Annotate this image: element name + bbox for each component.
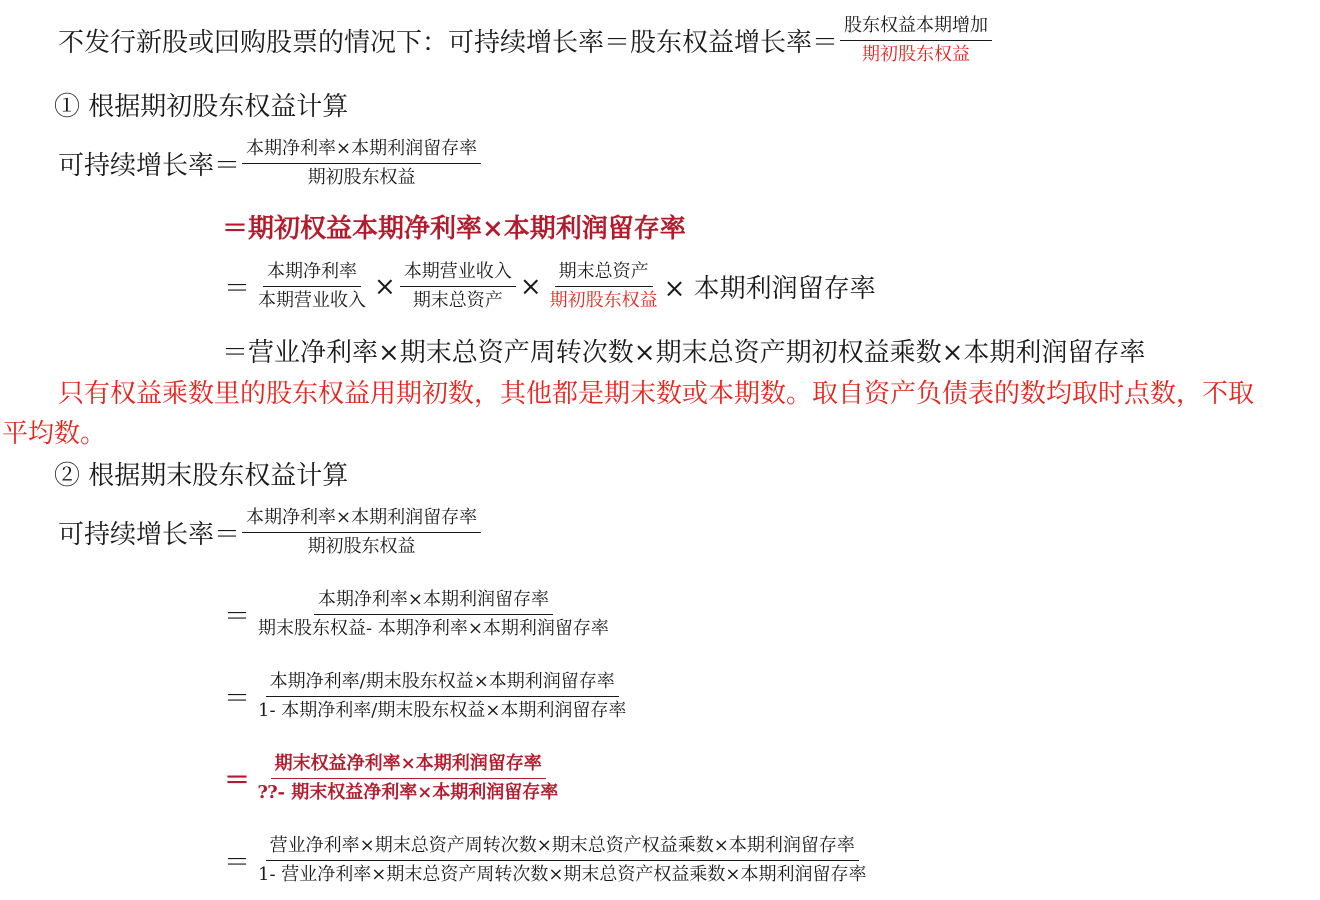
note-line-1 (58, 373, 1254, 410)
equation-f-fraction (254, 588, 613, 641)
intro-line (58, 14, 994, 67)
equation-e (58, 506, 483, 559)
equation-e-denominator: 期初股东权益 (307, 536, 416, 557)
equation-g (222, 670, 632, 723)
intro-fraction (840, 14, 992, 67)
equation-c-fraction-1 (254, 260, 370, 313)
equation-c-fraction-2 (400, 260, 516, 313)
equation-c-times-1: × (374, 271, 396, 302)
equation-c-fraction-3-numerator: 期末总资产 (555, 260, 653, 287)
equation-g-equals: ＝ (224, 684, 251, 714)
equation-c-fraction-3 (546, 260, 662, 313)
note-line-1-text: 只有权益乘数里的股东权益用期初数，其他都是期末数或本期数。取自资产负债表的数均取时点数，不取 (58, 379, 1255, 409)
equation-a-denominator: 期初股东权益 (307, 167, 416, 188)
equation-f-denominator: 期末股东权益- 本期净利率×本期利润留存率 (258, 618, 609, 639)
equation-g-numerator: 本期净利率/期末股东权益×本期利润留存率 (266, 670, 619, 697)
intro-text: 不发行新股或回购股票的情况下：可持续增长率＝股东权益增长率＝ (58, 28, 839, 58)
equation-f-numerator: 本期净利率×本期利润留存率 (314, 588, 553, 615)
equation-e-lhs: 可持续增长率＝ (58, 520, 241, 550)
equation-e-numerator: 本期净利率×本期利润留存率 (242, 506, 481, 533)
intro-fraction-numerator: 股东权益本期增加 (840, 14, 992, 41)
equation-c (222, 260, 876, 313)
equation-a (58, 137, 483, 190)
equation-e-fraction (242, 506, 481, 559)
heading-2 (54, 455, 348, 492)
equation-c-fraction-1-numerator: 本期净利率 (263, 260, 361, 287)
equation-i-fraction (254, 834, 871, 887)
equation-h-fraction (254, 752, 562, 805)
heading-1-text: ① 根据期初股东权益计算 (54, 92, 349, 122)
equation-a-fraction (242, 137, 481, 190)
equation-c-times-2: × (519, 271, 542, 302)
equation-g-fraction (254, 670, 630, 723)
equation-i-equals: ＝ (224, 848, 251, 878)
intro-fraction-denominator: 期初股东权益 (862, 44, 971, 65)
equation-h-numerator: 期末权益净利率×本期利润留存率 (271, 752, 546, 779)
equation-f (222, 588, 615, 641)
equation-d (222, 332, 1145, 369)
heading-1 (54, 86, 348, 123)
equation-h-denominator: ⁇- 期末权益净利率×本期利润留存率 (258, 782, 559, 803)
equation-c-fraction-3-denominator: 期初股东权益 (549, 290, 658, 311)
note-line-2 (2, 413, 106, 450)
equation-i-numerator: 营业净利率×期末总资产周转次数×期末总资产权益乘数×本期利润留存率 (266, 834, 859, 861)
equation-h (222, 752, 564, 805)
equation-c-fraction-2-denominator: 期末总资产 (412, 290, 503, 311)
equation-c-fraction-1-denominator: 本期营业收入 (258, 290, 367, 311)
equation-a-lhs: 可持续增长率＝ (58, 151, 241, 181)
equation-b (222, 208, 686, 245)
equation-f-equals: ＝ (224, 602, 251, 632)
equation-c-equals: ＝ (224, 274, 251, 304)
equation-c-tail: × 本期利润留存率 (663, 274, 876, 304)
equation-a-numerator: 本期净利率×本期利润留存率 (242, 137, 481, 164)
heading-2-text: ② 根据期末股东权益计算 (54, 461, 349, 491)
equation-d-text: ＝营业净利率×期末总资产周转次数×期末总资产期初权益乘数×本期利润留存率 (222, 338, 1146, 368)
equation-i (222, 834, 873, 887)
equation-g-denominator: 1- 本期净利率/期末股东权益×本期利润留存率 (258, 700, 627, 721)
note-line-2-text: 平均数。 (2, 419, 107, 449)
equation-i-denominator: 1- 营业净利率×期末总资产周转次数×期末总资产权益乘数×本期利润留存率 (258, 864, 867, 885)
equation-h-equals: ＝ (224, 766, 251, 796)
equation-b-text: ＝期初权益本期净利率×本期利润留存率 (222, 214, 686, 244)
equation-c-fraction-2-numerator: 本期营业收入 (400, 260, 516, 287)
